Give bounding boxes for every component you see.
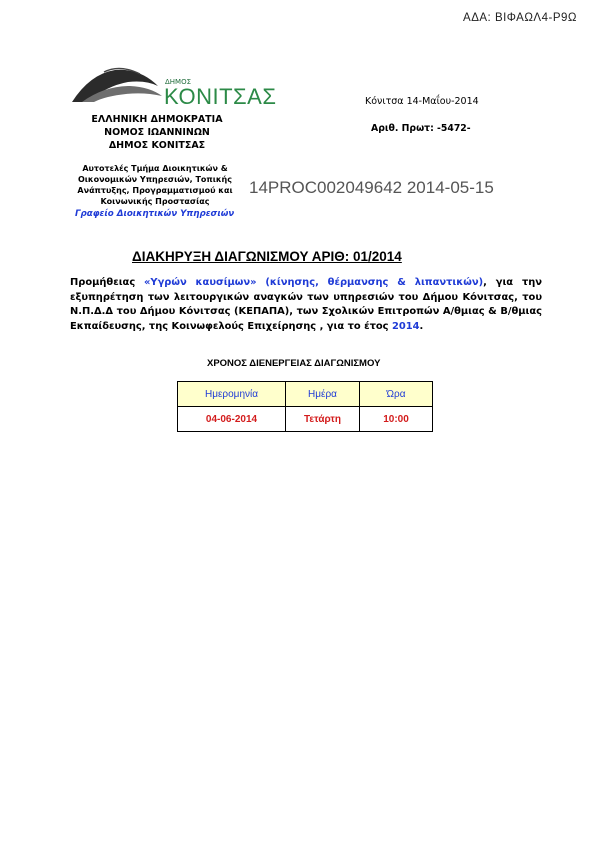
column-header-date: Ημερομηνία [178,382,286,407]
table-header-row [178,382,433,407]
column-header-day: Ημέρα [286,382,360,407]
header-line: ΔΗΜΟΣ ΚΟΝΙΤΣΑΣ [108,140,206,151]
header-block [82,113,232,152]
body-highlight: «Υγρών καυσίμων» (κίνησης, θέρμανσης & λιπαντικών) [144,277,484,288]
schedule-table [177,381,433,432]
schedule-title: ΧΡΟΝΟΣ ΔΙΕΝΕΡΓΕΙΑΣ ΔΙΑΓΩΝΙΣΜΟΥ [207,358,381,369]
office-name: Γραφείο Διοικητικών Υπηρεσιών [75,209,235,219]
document-date: Κόνιτσα 14-Μαΐου-2014 [365,96,479,107]
header-line: ΝΟΜΟΣ ΙΩΑΝΝΙΝΩΝ [104,127,210,138]
body-text: . [419,320,424,332]
body-year: 2014 [391,320,420,332]
department-line: Κοινωνικής Προστασίας [100,197,210,206]
table-row [178,407,433,432]
cell-day: Τετάρτη [286,407,360,432]
department-line: Οικονομικών Υπηρεσιών, Τοπικής [77,175,232,184]
ada-code: ΑΔΑ: ΒΙΦΑΩΛ4-Ρ9Ω [463,12,577,24]
document-stamp: 14PROC002049642 2014-05-15 [249,178,494,197]
body-text: Προμήθειας [70,277,145,288]
logo-name: ΚΟΝΙΤΣΑΣ [164,84,277,109]
cell-time: 10:00 [360,407,433,432]
cell-date: 04-06-2014 [178,407,286,432]
department-block [62,163,248,207]
column-header-time: Ώρα [360,382,433,407]
protocol-number: Αριθ. Πρωτ: -5472- [371,123,471,134]
department-line: Αυτοτελές Τμήμα Διοικητικών & [82,164,228,173]
document-title: ΔΙΑΚΗΡΥΞΗ ΔΙΑΓΩΝΙΣΜΟΥ ΑΡΙΘ: 01/2014 [132,249,402,264]
header-line: ΕΛΛΗΝΙΚΗ ΔΗΜΟΚΡΑΤΙΑ [91,114,223,125]
body-paragraph [70,276,542,334]
logo-small-text: ΔΗΜΟΣ [165,78,192,86]
department-line: Ανάπτυξης, Προγραμματισμού και [77,186,233,195]
body-text: , για την εξυπηρέτηση των λειτουργικών αναγκών των υπηρεσιών του Δήμου Κόνιτσας, του Ν.Π.Δ.Δ του Δήμου Κόνιτσας (ΚΕΠΑΠΑ), των Σχολικών Επιτροπών Α/θμιας & Β/θμιας Εκπαίδευσης, της Κοινωφελούς Επιχείρησης , για το έτος [70,277,543,332]
